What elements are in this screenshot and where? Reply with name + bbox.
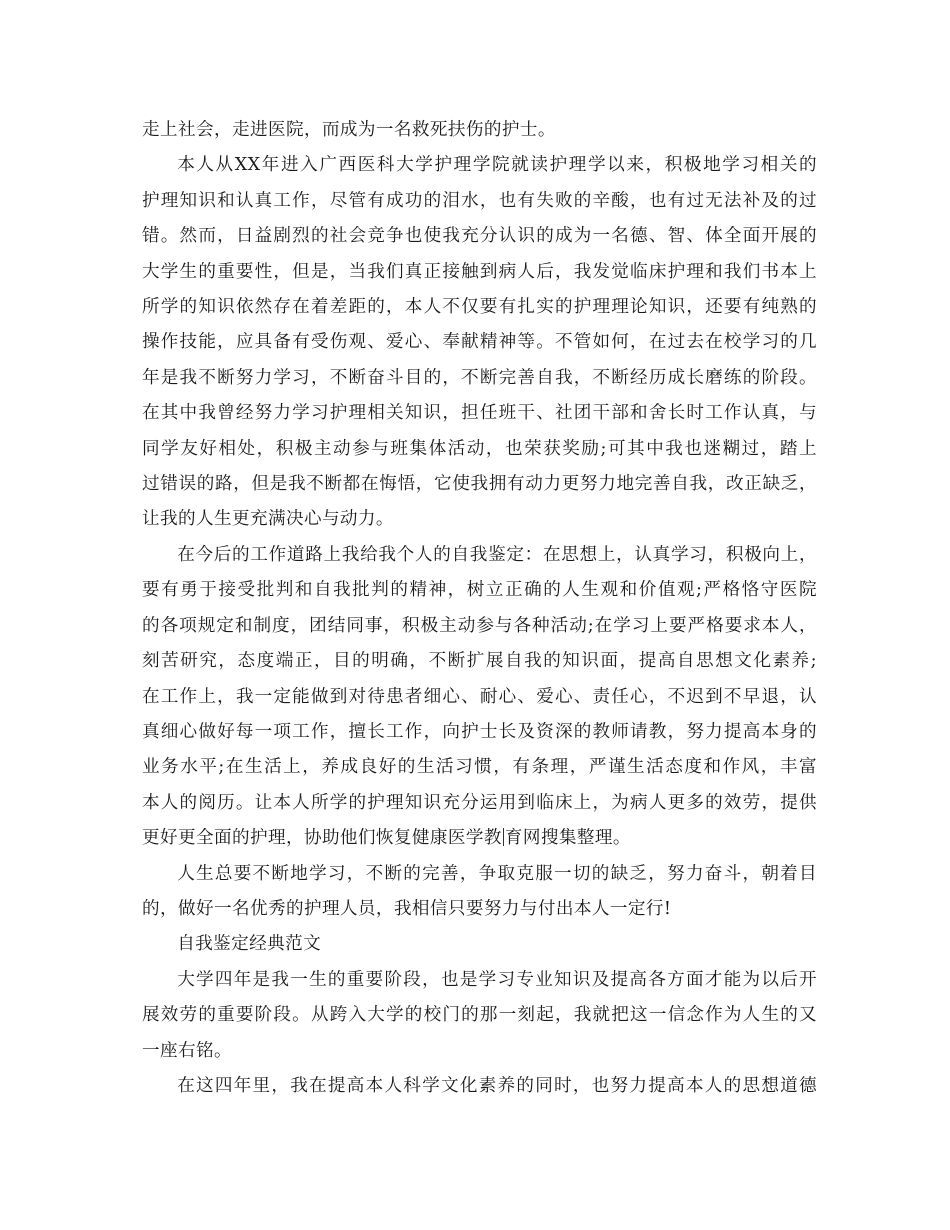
text-line: 一座右铭。 (142, 1040, 232, 1061)
text-line: 在其中我曾经努力学习护理相关知识，担任班干、社团干部和舍长时工作认真，与 (142, 403, 817, 424)
paragraph-2 (142, 538, 817, 857)
text-segment: 更好更全面的护理，协助他们恢复健康医学教 (142, 828, 502, 849)
text-line: 的各项规定和制度，团结同事，积极主动参与各种活动;在学习上要严格要求本人， (142, 615, 817, 636)
paragraph-3 (142, 857, 817, 928)
paragraph-6 (142, 1069, 817, 1104)
text-line: 所学的知识依然存在着差距的，本人不仅要有扎实的护理理论知识，还要有纯熟的 (142, 297, 817, 318)
text-line: 在工作上，我一定能做到对待患者细心、耐心、爱心、责任心，不迟到不早退，认 (142, 686, 817, 707)
text-line: 本人的阅历。让本人所学的护理知识充分运用到临床上，为病人更多的效劳，提供 (142, 792, 817, 813)
text-line: 在这四年里，我在提高本人科学文化素养的同时，也努力提高本人的思想道德 (177, 1075, 817, 1096)
text-line: 的，做好一名优秀的护理人员，我相信只要努力与付出本人一定行! (142, 898, 672, 919)
text-line: 要有勇于接受批判和自我批判的精神，树立正确的人生观和价值观;严格恪守医院 (142, 580, 817, 601)
text-line: 大学生的重要性，但是，当我们真正接触到病人后，我发觉临床护理和我们书本上 (142, 261, 817, 282)
text-line: 走上社会，走进医院，而成为一名救死扶伤的护士。 (142, 120, 556, 140)
text-line: 展效劳的重要阶段。从跨入大学的校门的那一刻起，我就把这一信念作为人生的又 (142, 1005, 817, 1026)
text-line: 人生总要不断地学习，不断的完善，争取克服一切的缺乏，努力奋斗，朝着目 (177, 863, 817, 884)
text-line: 操作技能，应具备有受伤观、爱心、奉献精神等。不管如何，在过去在校学习的几 (142, 332, 817, 353)
text-line: 过错误的路，但是我不断都在悔悟，它使我拥有动力更努力地完善自我，改正缺乏， (142, 474, 817, 495)
text-cursor-icon (503, 828, 504, 846)
text-line: 本人从XX年进入广西医科大学护理学院就读护理学以来，积极地学习相关的 (177, 155, 817, 176)
text-line: 大学四年是我一生的重要阶段，也是学习专业知识及提高各方面才能为以后开 (177, 969, 817, 990)
text-line: 护理知识和认真工作，尽管有成功的泪水，也有失败的辛酸，也有过无法补及的过 (142, 190, 817, 211)
text-line: 年是我不断努力学习，不断奋斗目的，不断完善自我，不断经历成长磨练的阶段。 (142, 367, 817, 388)
paragraph-5 (142, 963, 817, 1069)
text-line: 让我的人生更充满决心与动力。 (142, 509, 394, 530)
text-line: 在今后的工作道路上我给我个人的自我鉴定：在思想上，认真学习，积极向上， (177, 544, 817, 565)
paragraph-1 (142, 148, 817, 537)
section-heading: 自我鉴定经典范文 (177, 934, 322, 955)
text-line (142, 821, 817, 856)
text-line: 错。然而，日益剧烈的社会竞争也使我充分认识的成为一名德、智、体全面开展的 (142, 226, 817, 247)
paragraph-0 (142, 113, 817, 148)
text-segment: 育网搜集整理。 (504, 828, 631, 849)
paragraph-4 (142, 927, 817, 962)
document-body (142, 113, 817, 1104)
text-line: 真细心做好每一项工作，擅长工作，向护士长及资深的教师请教，努力提高本身的 (142, 721, 817, 742)
text-line: 刻苦研究，态度端正，目的明确，不断扩展自我的知识面，提高自思想文化素养; (142, 651, 817, 672)
text-line: 同学友好相处，积极主动参与班集体活动，也荣获奖励;可其中我也迷糊过，踏上 (142, 438, 817, 459)
text-line: 业务水平;在生活上，养成良好的生活习惯，有条理，严谨生活态度和作风，丰富 (142, 757, 817, 778)
